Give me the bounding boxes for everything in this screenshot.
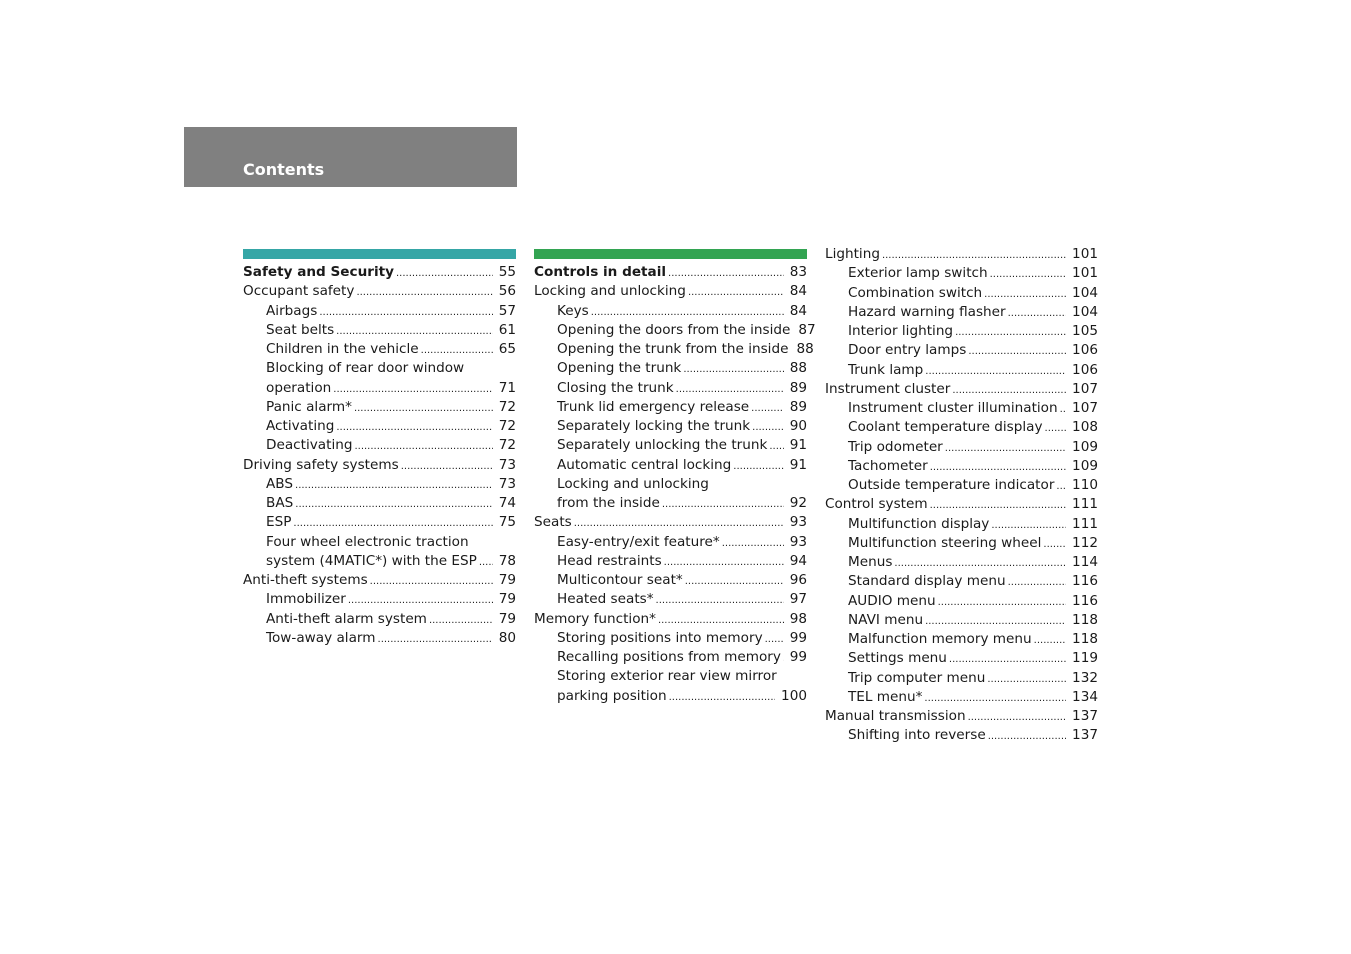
toc-entry-page: 104 [1072, 303, 1098, 320]
toc-entry-title: Trip odometer [848, 438, 943, 455]
toc-entry-page: 101 [1072, 265, 1098, 282]
toc-entry-page: 87 [798, 321, 816, 338]
toc-entry-page: 99 [789, 629, 807, 646]
toc-entry[interactable] [825, 322, 1098, 341]
toc-column-safety [243, 245, 516, 648]
toc-entries [534, 263, 816, 706]
toc-entry-title: Locking and unlocking [534, 283, 686, 300]
toc-entry[interactable] [534, 629, 807, 648]
toc-entry-title: AUDIO menu [848, 592, 936, 609]
toc-entry-title: system (4MATIC*) with the ESP [266, 552, 477, 569]
toc-entry[interactable] [534, 475, 807, 494]
toc-entry-title: Control system [825, 496, 928, 513]
dot-leader [479, 553, 493, 572]
toc-entry-title: Tow-away alarm [266, 629, 376, 646]
toc-entry-page: 119 [1072, 650, 1098, 667]
toc-entry-title: Lighting [825, 246, 880, 262]
toc-entry[interactable] [243, 436, 516, 455]
toc-entry-page: 111 [1072, 496, 1098, 513]
toc-entry-title: Opening the trunk [557, 360, 682, 377]
toc-entry[interactable] [825, 399, 1098, 418]
toc-entry[interactable] [243, 456, 516, 475]
dot-leader [930, 496, 1066, 515]
toc-entry-page: 137 [1072, 708, 1098, 724]
dot-leader [987, 670, 1066, 689]
toc-entry[interactable] [534, 436, 807, 455]
toc-entry-page: 88 [796, 341, 814, 357]
toc-entry-page: 105 [1072, 323, 1098, 339]
section-bar-controls [534, 249, 807, 259]
toc-entry[interactable] [825, 284, 1098, 303]
toc-entry-page: 100 [781, 687, 807, 704]
dot-leader [421, 341, 493, 360]
toc-entry[interactable] [534, 687, 807, 706]
toc-entry[interactable] [534, 398, 807, 417]
dot-leader [656, 591, 784, 610]
toc-entry-page: 91 [789, 437, 807, 454]
toc-entry[interactable] [534, 282, 807, 301]
toc-column-controls [534, 245, 816, 706]
toc-entry-title: parking position [557, 687, 667, 704]
toc-entry[interactable] [825, 245, 1098, 264]
toc-entry-page: 55 [498, 264, 516, 280]
toc-entry[interactable] [243, 513, 516, 532]
toc-entry[interactable] [825, 457, 1098, 476]
toc-entry[interactable] [534, 533, 807, 552]
toc-entry-page: 132 [1072, 669, 1098, 686]
dot-leader [574, 514, 784, 533]
toc-entry-title: Closing the trunk [557, 379, 674, 396]
dot-leader [1060, 400, 1066, 419]
toc-entry-title: Memory function* [534, 610, 656, 627]
toc-entry-page: 99 [789, 649, 807, 665]
toc-entry[interactable] [825, 726, 1098, 745]
toc-entry-page: 106 [1072, 342, 1098, 359]
toc-entry-title: Controls in detail [534, 264, 667, 280]
toc-entry-page: 109 [1072, 438, 1098, 455]
dot-leader [685, 572, 784, 591]
toc-entry-page: 71 [498, 379, 516, 396]
toc-entry-title: Multicontour seat* [557, 572, 683, 588]
toc-entry-title: Shifting into reverse [848, 727, 986, 744]
dot-leader [658, 611, 784, 630]
toc-entry[interactable] [243, 359, 516, 378]
toc-entry-page: 89 [789, 379, 807, 396]
dot-leader [1045, 419, 1067, 438]
toc-entry-title: Separately locking the trunk [557, 418, 751, 434]
toc-entry-page: 114 [1072, 554, 1098, 570]
toc-entry-page: 98 [789, 610, 807, 627]
toc-entry-title: Children in the vehicle [266, 341, 419, 357]
toc-entry[interactable] [243, 282, 516, 301]
toc-entry[interactable] [243, 475, 516, 494]
dot-leader [968, 342, 1066, 361]
dot-leader [1043, 535, 1066, 554]
toc-entry-page: 134 [1072, 688, 1098, 705]
dot-leader [769, 437, 783, 456]
toc-entry-title: Storing exterior rear view mirror [557, 668, 777, 685]
dot-leader [370, 572, 493, 591]
dot-leader [295, 476, 493, 495]
toc-entry-page: 106 [1072, 361, 1098, 378]
dot-leader [949, 650, 1066, 669]
dot-leader [676, 380, 784, 399]
dot-leader [952, 381, 1066, 400]
toc-entry[interactable] [243, 398, 516, 417]
toc-entry-title: Instrument cluster illumination [848, 400, 1058, 416]
toc-entry[interactable] [243, 417, 516, 436]
toc-entry-title: Activating [266, 418, 335, 434]
dot-leader [991, 516, 1066, 535]
toc-entry-title: Opening the trunk from the inside [557, 341, 789, 357]
toc-entry-title: Door entry lamps [848, 342, 967, 359]
dot-leader [783, 649, 784, 668]
dot-leader [354, 399, 493, 418]
toc-entry-title: Coolant temperature display [848, 419, 1043, 436]
toc-entry-title: Heated seats* [557, 591, 654, 608]
toc-entry[interactable] [243, 590, 516, 609]
dot-leader [955, 323, 1066, 342]
toc-entry[interactable] [534, 648, 807, 667]
toc-entry-title: Deactivating [266, 437, 353, 454]
toc-entry[interactable] [825, 707, 1098, 726]
toc-entries [825, 245, 1098, 746]
toc-entry[interactable] [243, 494, 516, 513]
toc-entry-page: 107 [1072, 380, 1098, 397]
toc-entry-page: 79 [498, 610, 516, 627]
toc-entry[interactable] [825, 572, 1098, 591]
toc-entry[interactable] [825, 264, 1098, 283]
dot-leader [333, 380, 492, 399]
toc-entry-title: Safety and Security [243, 264, 394, 280]
toc-entry[interactable] [534, 359, 807, 378]
toc-entry-title: ESP [266, 514, 292, 531]
toc-entry-title: Interior lighting [848, 323, 954, 339]
toc-entry[interactable] [825, 380, 1098, 399]
toc-entry-page: 112 [1072, 534, 1098, 551]
toc-entry-title: Instrument cluster [825, 380, 951, 397]
dot-leader [401, 457, 493, 476]
toc-entry-page: 56 [498, 283, 516, 300]
toc-entry-title: Panic alarm* [266, 398, 352, 415]
dot-leader [688, 283, 784, 302]
toc-entry-title: from the inside [557, 495, 660, 511]
toc-entry-page: 74 [498, 495, 516, 511]
toc-entry[interactable] [534, 610, 807, 629]
toc-entry[interactable] [825, 630, 1098, 649]
toc-entry-page: 80 [498, 629, 516, 646]
toc-entry-title: Head restraints [557, 552, 662, 569]
toc-entry[interactable] [243, 552, 516, 571]
toc-entry-page: 93 [789, 533, 807, 550]
toc-entry[interactable] [243, 321, 516, 340]
dot-leader [669, 688, 775, 707]
dot-leader [945, 439, 1066, 458]
toc-column-lighting [825, 245, 1098, 746]
toc-entry[interactable] [243, 533, 516, 552]
toc-entry-page: 110 [1072, 477, 1098, 493]
toc-entry-title: Immobilizer [266, 591, 346, 608]
toc-entry-title: Keys [557, 302, 589, 319]
page-title: Contents [243, 160, 325, 179]
toc-entry-title: Anti-theft systems [243, 572, 368, 588]
toc-entry-page: 101 [1072, 246, 1098, 262]
dot-leader [668, 264, 784, 283]
toc-entry-page: 57 [498, 302, 516, 319]
toc-entry-title: Combination switch [848, 284, 983, 301]
dot-leader [925, 612, 1066, 631]
toc-entry-page: 118 [1072, 631, 1098, 647]
toc-entry[interactable] [534, 417, 807, 436]
toc-entry-title: operation [266, 379, 332, 396]
toc-entry-page: 92 [789, 495, 807, 511]
toc-entry-page: 83 [789, 264, 807, 280]
dot-leader [336, 418, 492, 437]
dot-leader [752, 418, 784, 437]
toc-entry-page: 111 [1072, 515, 1098, 532]
toc-entry-title: Four wheel electronic traction [266, 533, 469, 550]
toc-entry-title: NAVI menu [848, 611, 924, 628]
dot-leader [1008, 304, 1066, 323]
toc-entry-title: Malfunction memory menu [848, 631, 1032, 647]
toc-entry[interactable] [825, 611, 1098, 630]
toc-entry[interactable] [825, 553, 1098, 572]
dot-leader [990, 265, 1066, 284]
toc-entry-title: Anti-theft alarm system [266, 610, 427, 627]
toc-entry-title: Seat belts [266, 321, 335, 338]
toc-entry-title: Separately unlocking the trunk [557, 437, 768, 454]
toc-entry-page: 89 [789, 398, 807, 415]
dot-leader [988, 727, 1066, 746]
toc-entries [243, 263, 516, 648]
dot-leader [938, 593, 1066, 612]
toc-entry[interactable] [534, 340, 814, 359]
dot-leader [662, 495, 784, 514]
toc-entry[interactable] [825, 495, 1098, 514]
toc-entry[interactable] [534, 513, 807, 532]
toc-entry-title: Opening the doors from the inside [557, 321, 791, 338]
toc-entry-title: Settings menu [848, 650, 947, 667]
dot-leader [348, 591, 493, 610]
toc-entry[interactable] [534, 302, 807, 321]
toc-entry[interactable] [534, 456, 807, 475]
toc-entry-page: 79 [498, 572, 516, 588]
toc-entry-page: 79 [498, 591, 516, 608]
dot-leader [722, 534, 784, 553]
toc-entry[interactable] [243, 379, 516, 398]
toc-entry-page: 97 [789, 591, 807, 608]
toc-entry-title: Recalling positions from memory [557, 649, 781, 665]
toc-entry-page: 78 [498, 552, 516, 569]
toc-entry-title: Trip computer menu [848, 669, 986, 686]
toc-entry[interactable] [534, 379, 807, 398]
toc-entry-title: Trunk lamp [848, 361, 924, 378]
toc-entry-page: 90 [789, 418, 807, 434]
toc-entry-title: Automatic central locking [557, 456, 732, 473]
dot-leader [925, 362, 1066, 381]
toc-entry-page: 107 [1072, 400, 1098, 416]
dot-leader [356, 283, 492, 302]
toc-entry-page: 96 [789, 572, 807, 588]
dot-leader [882, 246, 1066, 265]
toc-entry[interactable] [825, 303, 1098, 322]
dot-leader [1034, 631, 1066, 650]
toc-entry-title: Outside temperature indicator [848, 477, 1055, 493]
toc-entry-title: Menus [848, 554, 893, 570]
toc-entry[interactable] [825, 669, 1098, 688]
toc-entry-page: 94 [789, 552, 807, 569]
toc-entry-title: Driving safety systems [243, 456, 399, 473]
toc-entry[interactable] [825, 438, 1098, 457]
toc-entry-page: 88 [789, 360, 807, 377]
toc-entry-title: Hazard warning flasher [848, 303, 1006, 320]
toc-entry[interactable] [534, 571, 807, 590]
dot-leader [924, 689, 1066, 708]
toc-entry-title: Easy-entry/exit feature* [557, 533, 720, 550]
toc-entry-page: 61 [498, 321, 516, 338]
toc-entry-page: 84 [789, 283, 807, 300]
toc-entry[interactable] [825, 649, 1098, 668]
dot-leader [396, 264, 493, 283]
dot-leader [733, 457, 783, 476]
dot-leader [765, 630, 784, 649]
dot-leader [683, 360, 783, 379]
toc-entry[interactable] [534, 321, 816, 340]
toc-entry-title: Standard display menu [848, 573, 1006, 590]
toc-entry-title: Tachometer [848, 457, 928, 474]
toc-entry-page: 84 [789, 302, 807, 319]
dot-leader [336, 322, 493, 341]
toc-entry[interactable] [825, 476, 1098, 495]
dot-leader [751, 399, 784, 418]
toc-entry[interactable] [243, 610, 516, 629]
toc-entry[interactable] [825, 534, 1098, 553]
toc-entry-page: 72 [498, 398, 516, 415]
dot-leader [894, 554, 1066, 573]
toc-entry-title: Locking and unlocking [557, 475, 709, 492]
dot-leader [930, 458, 1066, 477]
toc-entry-title: Airbags [266, 302, 318, 319]
toc-entry[interactable] [825, 688, 1098, 707]
toc-entry-title: Manual transmission [825, 708, 966, 724]
toc-entry[interactable] [825, 515, 1098, 534]
toc-entry-page: 65 [498, 341, 516, 357]
toc-entry-title: Seats [534, 514, 572, 531]
toc-entry-page: 72 [498, 418, 516, 434]
toc-entry[interactable] [825, 418, 1098, 437]
toc-entry[interactable] [243, 571, 516, 590]
dot-leader [1008, 573, 1066, 592]
toc-entry-title: Multifunction steering wheel [848, 534, 1042, 551]
toc-entry-page: 118 [1072, 611, 1098, 628]
dot-leader [293, 514, 492, 533]
toc-entry-title: Occupant safety [243, 283, 355, 300]
toc-entry[interactable] [534, 667, 807, 686]
toc-entry-page: 108 [1072, 419, 1098, 436]
toc-entry-page: 137 [1072, 727, 1098, 744]
toc-entry-title: ABS [266, 475, 294, 492]
dot-leader [354, 437, 492, 456]
toc-entry-title: TEL menu* [848, 688, 923, 705]
toc-entry-title: Blocking of rear door window [266, 360, 465, 377]
toc-entry[interactable] [243, 340, 516, 359]
toc-entry[interactable] [243, 263, 516, 282]
toc-entry-page: 72 [498, 437, 516, 454]
toc-entry-page: 116 [1072, 592, 1098, 609]
dot-leader [319, 303, 492, 322]
toc-entry[interactable] [534, 263, 807, 282]
toc-entry[interactable] [534, 590, 807, 609]
toc-entry[interactable] [825, 341, 1098, 360]
toc-entry-title: Multifunction display [848, 515, 990, 532]
dot-leader [295, 495, 492, 514]
dot-leader [1056, 477, 1066, 496]
toc-entry[interactable] [534, 494, 807, 513]
header-band [184, 127, 517, 187]
toc-entry-page: 93 [789, 514, 807, 531]
dot-leader [429, 611, 493, 630]
toc-entry[interactable] [825, 592, 1098, 611]
dot-leader [664, 553, 784, 572]
toc-entry-title: Storing positions into memory [557, 629, 763, 646]
dot-leader [968, 708, 1066, 727]
toc-entry[interactable] [534, 552, 807, 571]
toc-entry-title: Exterior lamp switch [848, 265, 988, 282]
toc-entry-title: BAS [266, 495, 294, 511]
toc-entry-page: 91 [789, 456, 807, 473]
toc-entry-page: 75 [498, 514, 516, 531]
toc-entry[interactable] [825, 361, 1098, 380]
toc-entry-page: 104 [1072, 284, 1098, 301]
dot-leader [378, 630, 493, 649]
toc-entry-page: 73 [498, 456, 516, 473]
section-bar-safety [243, 249, 516, 259]
toc-entry-page: 109 [1072, 457, 1098, 474]
dot-leader [984, 285, 1066, 304]
toc-entry-page: 116 [1072, 573, 1098, 590]
toc-entry[interactable] [243, 629, 516, 648]
dot-leader [591, 303, 784, 322]
toc-entry-title: Trunk lid emergency release [557, 398, 750, 415]
toc-entry[interactable] [243, 302, 516, 321]
toc-entry-page: 73 [498, 475, 516, 492]
